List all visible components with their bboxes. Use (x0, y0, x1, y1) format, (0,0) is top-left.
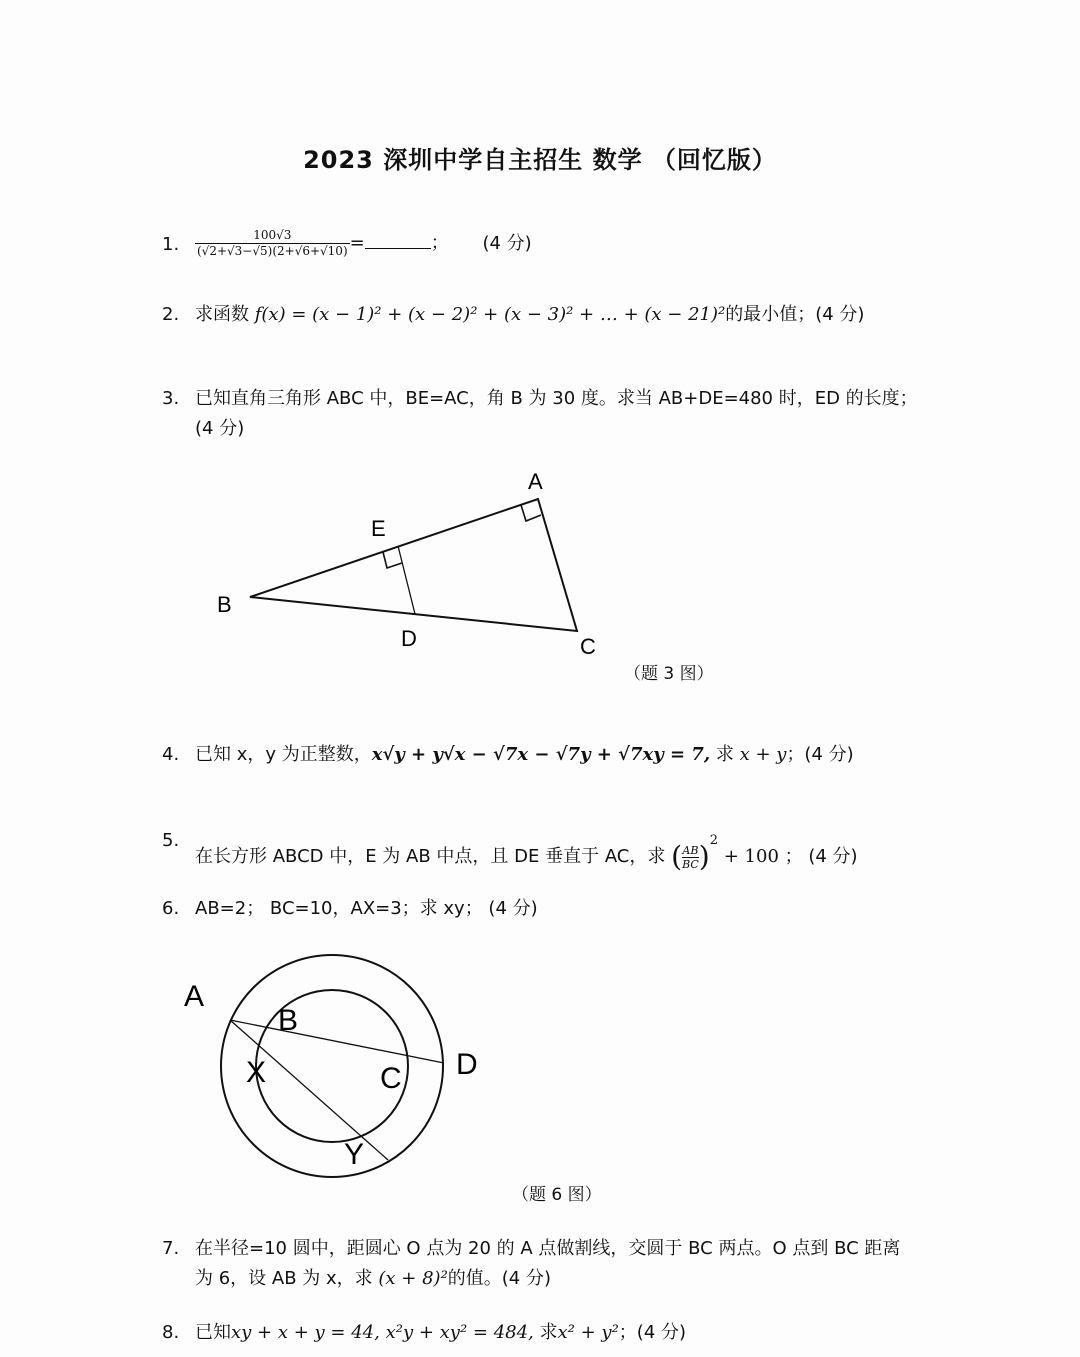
answer-blank (365, 232, 431, 249)
ratio-bottom: BC (682, 857, 699, 871)
score: (4 分) (482, 232, 532, 254)
q7-line2-post: 的值。(4 分) (447, 1268, 551, 1289)
q8-formula-3: x² + y² (557, 1322, 619, 1343)
q2-pre: 求函数 (195, 304, 249, 325)
q8-formula-2: x²y + xy² = 484, (385, 1322, 534, 1343)
question-number: 6. (162, 898, 180, 919)
label-e: E (371, 516, 386, 541)
q4-formula: x√y + y√x − √7x − √7y + √7xy = 7, (371, 744, 711, 765)
question-number: 7. (162, 1238, 180, 1259)
label-c: C (380, 1062, 402, 1095)
figure3-caption: （题 3 图） (624, 664, 714, 684)
question-6 (162, 894, 922, 924)
q8-formula-1: xy + x + y = 44, (231, 1322, 380, 1343)
q5-plus: + 100 (723, 846, 779, 867)
right-angle-mark-e (383, 552, 402, 568)
q2-formula: f(x) = (x − 1)² + (x − 2)² + (x − 3)² + … + (x − 21)² (254, 304, 726, 325)
fraction-denominator: (√2+√3−√5)(2+√6+√10) (197, 244, 348, 258)
ratio-top: AB (682, 843, 699, 857)
question-7 (162, 1234, 922, 1294)
question-number: 4. (162, 744, 180, 765)
fraction (195, 228, 350, 259)
q8-mid: 求 (539, 1322, 558, 1343)
q7-formula: (x + 8)² (378, 1268, 448, 1289)
label-d: D (456, 1048, 478, 1081)
question-4 (162, 740, 922, 770)
q7-line1: 在半径=10 圆中，距圆心 O 点为 20 的 A 点做割线，交圆于 BC 两点。O 点到 BC 距离 (195, 1238, 901, 1259)
q8-post: ；(4 分) (618, 1322, 687, 1343)
q4-mid: 求 (715, 744, 734, 765)
figure6-caption: （题 6 图） (512, 1185, 602, 1205)
label-b: B (217, 592, 232, 617)
triangle-abc (250, 499, 577, 631)
q4-target: x + y (739, 744, 787, 765)
q8-pre: 已知 (195, 1322, 231, 1343)
right-angle-mark-a (521, 505, 541, 521)
label-c: C (580, 634, 596, 659)
circles-figure (0, 950, 1080, 1180)
q5-pre: 在长方形 ABCD 中，E 为 AB 中点，且 DE 垂直于 AC，求 (195, 846, 666, 867)
q7-line2-pre: 为 6，设 AB 为 x，求 (195, 1268, 373, 1289)
label-b: B (278, 1004, 299, 1037)
label-y: Y (344, 1138, 365, 1171)
label-d: D (401, 626, 417, 651)
q1-tail: ； (430, 232, 449, 254)
q5-post: ； (4 分) (784, 846, 858, 867)
question-1 (162, 228, 922, 259)
question-number: 8. (162, 1322, 180, 1343)
label-a: A (528, 469, 543, 494)
question-number: 1. (162, 234, 180, 255)
question-5: 5. 在长方形 ABCD 中，E 为 AB 中点，且 DE 垂直于 AC，求 ( $\frac{AB}{BC}$ )$^2$ + 100 ； (4 分) (162, 826, 922, 872)
question-number: 2. (162, 304, 180, 325)
question-8 (162, 1318, 922, 1348)
segment-ed (398, 546, 415, 614)
exponent: 2 (709, 833, 718, 848)
ratio-fraction (682, 844, 699, 871)
equals-sign: = (349, 232, 365, 254)
fraction-numerator: 100√3 (253, 228, 292, 242)
page-title: 2023 深圳中学自主招生 数学 （回忆版） (303, 146, 777, 174)
q2-post: 的最小值；(4 分) (725, 304, 865, 325)
label-x: X (246, 1056, 267, 1089)
triangle-figure (0, 460, 1080, 690)
q6-text: AB=2； BC=10，AX=3；求 xy； (4 分) (195, 898, 538, 919)
q4-post: ；(4 分) (786, 744, 854, 765)
question-number: 3. (162, 388, 180, 409)
question-number: 5. (162, 830, 180, 851)
q3-text: 已知直角三角形 ABC 中，BE=AC，角 B 为 30 度。求当 AB+DE=480 时，ED 的长度；(4 分) (195, 388, 918, 439)
label-a: A (184, 980, 205, 1013)
q4-pre: 已知 x，y 为正整数， (195, 744, 372, 765)
question-2 (162, 300, 922, 330)
question-3 (162, 384, 922, 444)
